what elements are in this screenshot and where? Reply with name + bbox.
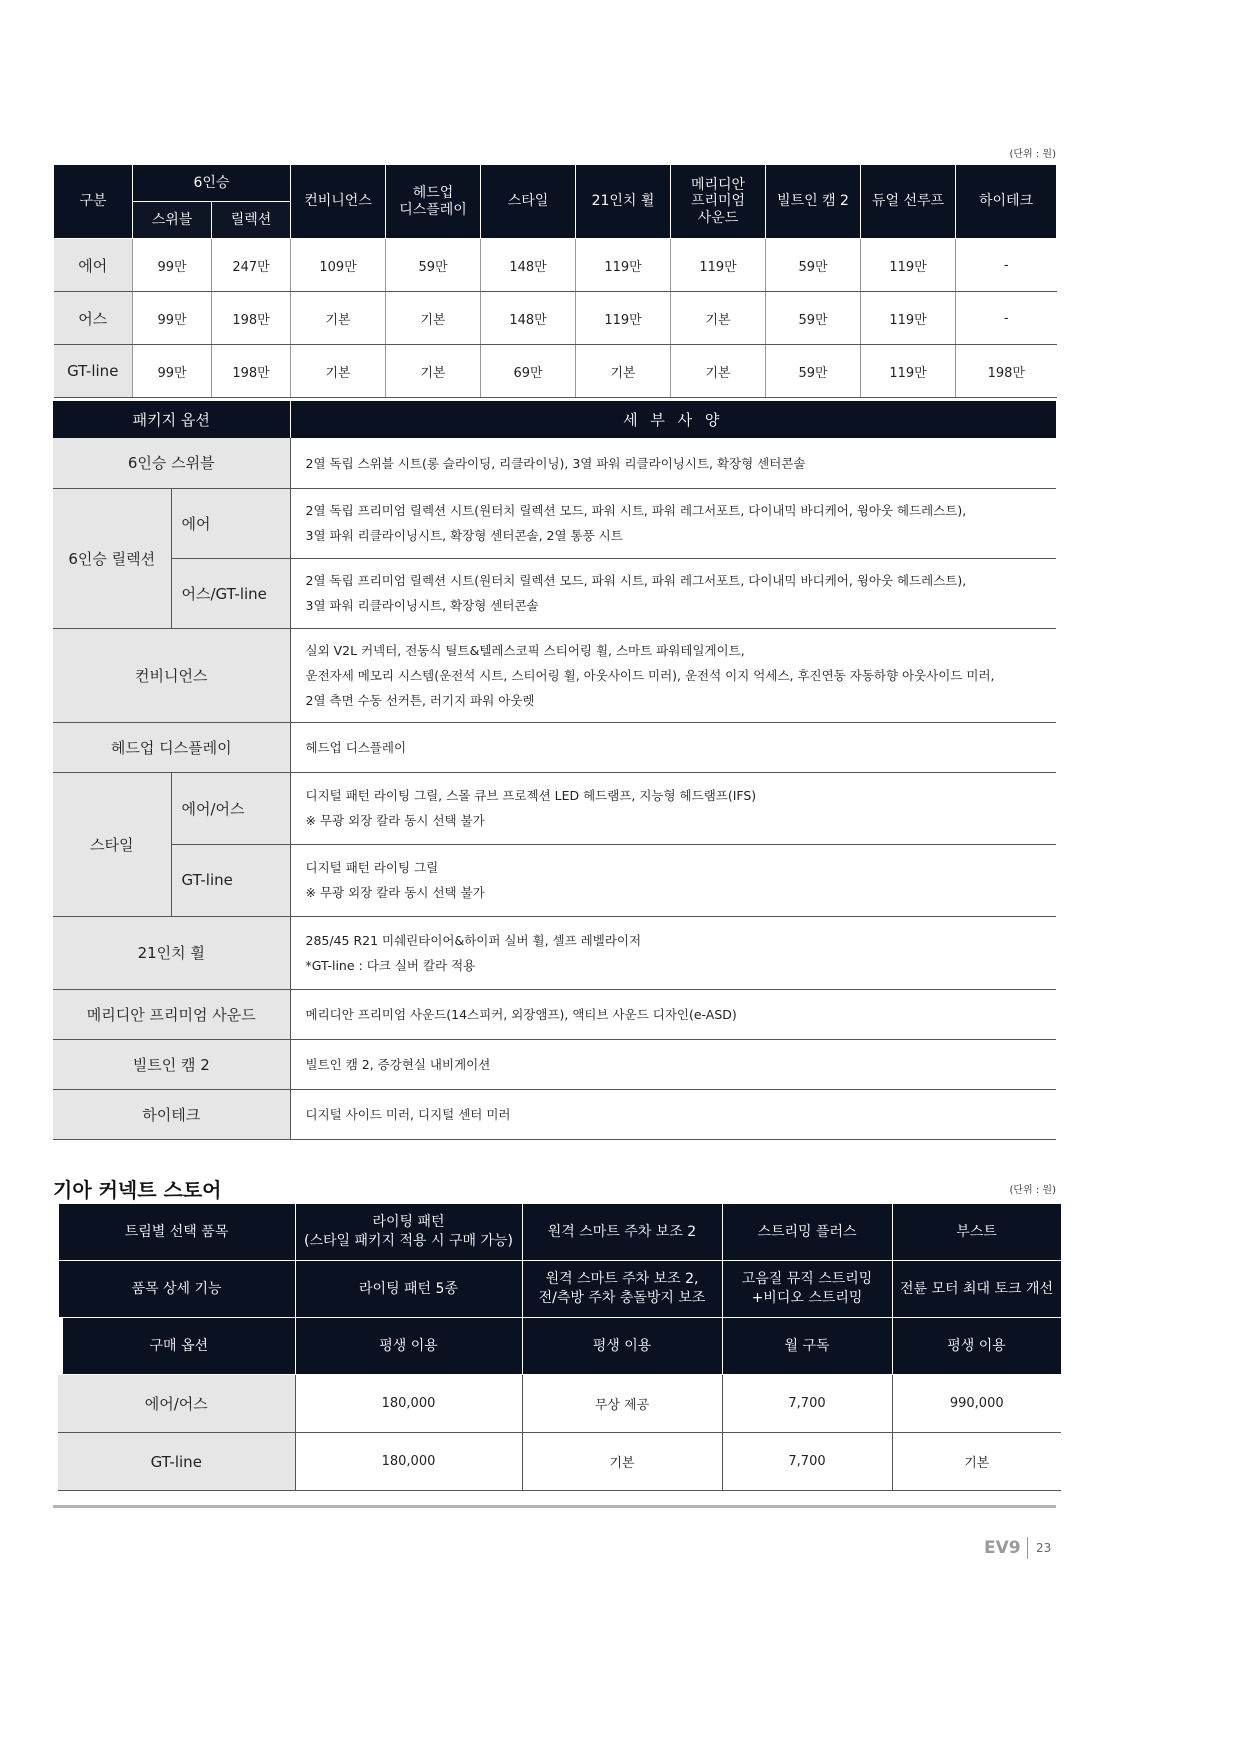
package-hitech-desc: 디지털 사이드 미러, 디지털 센터 미러 — [290, 1089, 1056, 1139]
header-meridian-line1: 메리디안 — [690, 177, 746, 194]
trim-name: 어스 — [54, 292, 133, 345]
option-price-table — [53, 164, 1057, 398]
table-row — [53, 1089, 1056, 1139]
price-cell: 119만 — [861, 345, 956, 398]
price-cell: 59만 — [766, 239, 861, 292]
price-cell: 69만 — [481, 345, 576, 398]
store-purchase-row — [58, 1318, 1061, 1375]
store-trim-item-row — [58, 1204, 1061, 1261]
price-cell: 99만 — [133, 292, 212, 345]
package-meridian-desc: 메리디안 프리미엄 사운드(14스피커, 외장앰프), 액티브 사운드 디자인(e-ASD) — [290, 989, 1056, 1039]
store-purchase-label: 구매 옵션 — [58, 1318, 295, 1375]
header-style: 스타일 — [481, 165, 576, 239]
package-relax: 6인승 릴렉션 — [53, 488, 171, 628]
price-cell: 기본 — [671, 345, 766, 398]
price-cell: - — [956, 239, 1057, 292]
package-builtin-cam: 빌트인 캠 2 — [53, 1039, 290, 1089]
store-price-cell: 7,700 — [722, 1433, 892, 1491]
table-row — [53, 722, 1056, 772]
trim-name: GT-line — [54, 345, 133, 398]
store-price-cell: 기본 — [522, 1433, 722, 1491]
price-cell: 99만 — [133, 239, 212, 292]
header-meridian — [671, 165, 766, 239]
price-cell: 99만 — [133, 345, 212, 398]
table-row — [53, 628, 1056, 722]
package-builtin-cam-desc: 빌트인 캠 2, 증강현실 내비게이션 — [290, 1039, 1056, 1089]
table-row — [58, 1375, 1061, 1433]
price-cell: 기본 — [291, 345, 386, 398]
store-detail-cell: 원격 스마트 주차 보조 2, 전/측방 주차 충돌방지 보조 — [522, 1261, 722, 1318]
connect-store-table — [53, 1203, 1062, 1491]
footer-divider — [53, 1505, 1056, 1508]
price-cell: 119만 — [671, 239, 766, 292]
table-row — [53, 1039, 1056, 1089]
store-trim-item-cell: 스트리밍 플러스 — [722, 1204, 892, 1261]
store-price-cell: 무상 제공 — [522, 1375, 722, 1433]
page-number: 23 — [1036, 1541, 1052, 1555]
header-wheel: 21인치 휠 — [576, 165, 671, 239]
price-cell: 119만 — [861, 292, 956, 345]
store-purchase-cell: 평생 이용 — [295, 1318, 522, 1375]
package-relax-air-desc: 2열 독립 프리미엄 릴렉션 시트(원터치 릴렉션 모드, 파워 시트, 파워 레그서포트, 다이내믹 바디케어, 윙아웃 헤드레스트), 3열 파워 리클라이닝시트, 확장형 센터콘솔, 2열 통풍 시트 — [290, 488, 1056, 558]
price-cell: 119만 — [861, 239, 956, 292]
table-row — [53, 438, 1056, 488]
header-category: 구분 — [54, 165, 133, 239]
header-6-seat: 6인승 — [133, 165, 291, 202]
store-price-cell: 180,000 — [295, 1375, 522, 1433]
package-swivel: 6인승 스위블 — [53, 438, 290, 488]
package-detail-table — [53, 401, 1056, 1140]
store-detail-label: 품목 상세 기능 — [58, 1261, 295, 1318]
store-trim-item-cell: 원격 스마트 주차 보조 2 — [522, 1204, 722, 1261]
price-cell: 119만 — [576, 239, 671, 292]
store-purchase-cell: 월 구독 — [722, 1318, 892, 1375]
price-cell: 198만 — [212, 292, 291, 345]
header-hitech: 하이테크 — [956, 165, 1057, 239]
header-meridian-line3: 사운드 — [697, 209, 739, 226]
package-style: 스타일 — [53, 772, 171, 916]
store-detail-row — [58, 1261, 1061, 1318]
trim-name: GT-line — [58, 1433, 295, 1491]
store-price-cell: 180,000 — [295, 1433, 522, 1491]
package-style-gt-desc: 디지털 패턴 라이팅 그릴 ※ 무광 외장 칼라 동시 선택 불가 — [290, 844, 1056, 916]
package-wheel-desc: 285/45 R21 미쉐린타이어&하이퍼 실버 휠, 셀프 레벨라이저 *GT-line : 다크 실버 칼라 적용 — [290, 916, 1056, 989]
package-style-trim-gt: GT-line — [171, 844, 290, 916]
header-swivel: 스위블 — [133, 202, 212, 239]
header-dual-sunroof: 듀얼 선루프 — [861, 165, 956, 239]
store-trim-item-cell: 라이팅 패턴 (스타일 패키지 적용 시 구매 가능) — [295, 1204, 522, 1261]
price-cell: 247만 — [212, 239, 291, 292]
header-package-option: 패키지 옵션 — [53, 401, 290, 438]
price-cell: 기본 — [386, 292, 481, 345]
store-detail-cell: 고음질 뮤직 스트리밍 +비디오 스트리밍 — [722, 1261, 892, 1318]
section-title: 기아 커넥트 스토어 — [53, 1178, 222, 1202]
package-convenience: 컨비니언스 — [53, 628, 290, 722]
store-purchase-cell: 평생 이용 — [522, 1318, 722, 1375]
table-row — [53, 916, 1056, 989]
store-detail-cell: 전륜 모터 최대 토크 개선 — [892, 1261, 1061, 1318]
table-row — [53, 989, 1056, 1039]
price-cell: 148만 — [481, 292, 576, 345]
store-detail-cell: 라이팅 패턴 5종 — [295, 1261, 522, 1318]
package-wheel: 21인치 휠 — [53, 916, 290, 989]
table-row — [54, 292, 1057, 345]
header-hud — [386, 165, 481, 239]
price-cell: 119만 — [576, 292, 671, 345]
table-row — [53, 772, 1056, 844]
header-hud-line1: 헤드업 — [412, 185, 454, 202]
header-spec: 세 부 사 양 — [290, 401, 1056, 438]
price-cell: 59만 — [386, 239, 481, 292]
package-hud-desc: 헤드업 디스플레이 — [290, 722, 1056, 772]
price-cell: 198만 — [212, 345, 291, 398]
price-cell: 109만 — [291, 239, 386, 292]
price-cell: 기본 — [671, 292, 766, 345]
table-row — [53, 558, 1056, 628]
header-convenience: 컨비니언스 — [291, 165, 386, 239]
package-convenience-desc: 실외 V2L 커넥터, 전동식 틸트&텔레스코픽 스티어링 휠, 스마트 파워테일게이트, 운전자세 메모리 시스템(운전석 시트, 스티어링 휠, 아웃사이드 미러), 운전석 이지 억세스, 후진연동 자동하향 아웃사이드 미러, 2열 측면 수동 선커튼, 러기지 파워 아웃렛 — [290, 628, 1056, 722]
price-cell: 59만 — [766, 292, 861, 345]
package-meridian: 메리디안 프리미엄 사운드 — [53, 989, 290, 1039]
store-price-cell: 7,700 — [722, 1375, 892, 1433]
package-style-trim-air-earth: 에어/어스 — [171, 772, 290, 844]
unit-label-store: (단위 : 원) — [1009, 1185, 1056, 1196]
header-hud-line2: 디스플레이 — [399, 201, 467, 218]
package-style-air-earth-desc: 디지털 패턴 라이팅 그릴, 스몰 큐브 프로젝션 LED 헤드램프, 지능형 헤드램프(IFS) ※ 무광 외장 칼라 동시 선택 불가 — [290, 772, 1056, 844]
package-relax-trim-earth-gt: 어스/GT-line — [171, 558, 290, 628]
table-row — [53, 488, 1056, 558]
price-cell: 198만 — [956, 345, 1057, 398]
header-meridian-line2: 프리미엄 — [690, 193, 746, 210]
price-cell: 기본 — [386, 345, 481, 398]
table-row — [54, 239, 1057, 292]
trim-name: 에어/어스 — [58, 1375, 295, 1433]
header-builtin-cam: 빌트인 캠 2 — [766, 165, 861, 239]
header-relax: 릴렉션 — [212, 202, 291, 239]
table-row — [54, 345, 1057, 398]
trim-name: 에어 — [54, 239, 133, 292]
table-row — [58, 1433, 1061, 1491]
price-cell: - — [956, 292, 1057, 345]
package-hitech: 하이테크 — [53, 1089, 290, 1139]
store-purchase-cell: 평생 이용 — [892, 1318, 1061, 1375]
store-price-cell: 990,000 — [892, 1375, 1061, 1433]
table-row — [53, 844, 1056, 916]
price-cell: 148만 — [481, 239, 576, 292]
package-relax-trim-air: 에어 — [171, 488, 290, 558]
unit-label: (단위 : 원) — [1009, 149, 1056, 160]
store-trim-item-cell: 부스트 — [892, 1204, 1061, 1261]
store-trim-item-label: 트림별 선택 품목 — [58, 1204, 295, 1261]
price-cell: 기본 — [576, 345, 671, 398]
footer-model-name: EV9 — [984, 1538, 1021, 1558]
footer-separator — [1027, 1537, 1028, 1559]
package-swivel-desc: 2열 독립 스위블 시트(롱 슬라이딩, 리클라이닝), 3열 파워 리클라이닝시트, 확장형 센터콘솔 — [290, 438, 1056, 488]
store-price-cell: 기본 — [892, 1433, 1061, 1491]
price-cell: 59만 — [766, 345, 861, 398]
package-hud: 헤드업 디스플레이 — [53, 722, 290, 772]
package-relax-earth-gt-desc: 2열 독립 프리미엄 릴렉션 시트(원터치 릴렉션 모드, 파워 시트, 파워 레그서포트, 다이내믹 바디케어, 윙아웃 헤드레스트), 3열 파워 리클라이닝시트, 확장형 센터콘솔 — [290, 558, 1056, 628]
price-cell: 기본 — [291, 292, 386, 345]
